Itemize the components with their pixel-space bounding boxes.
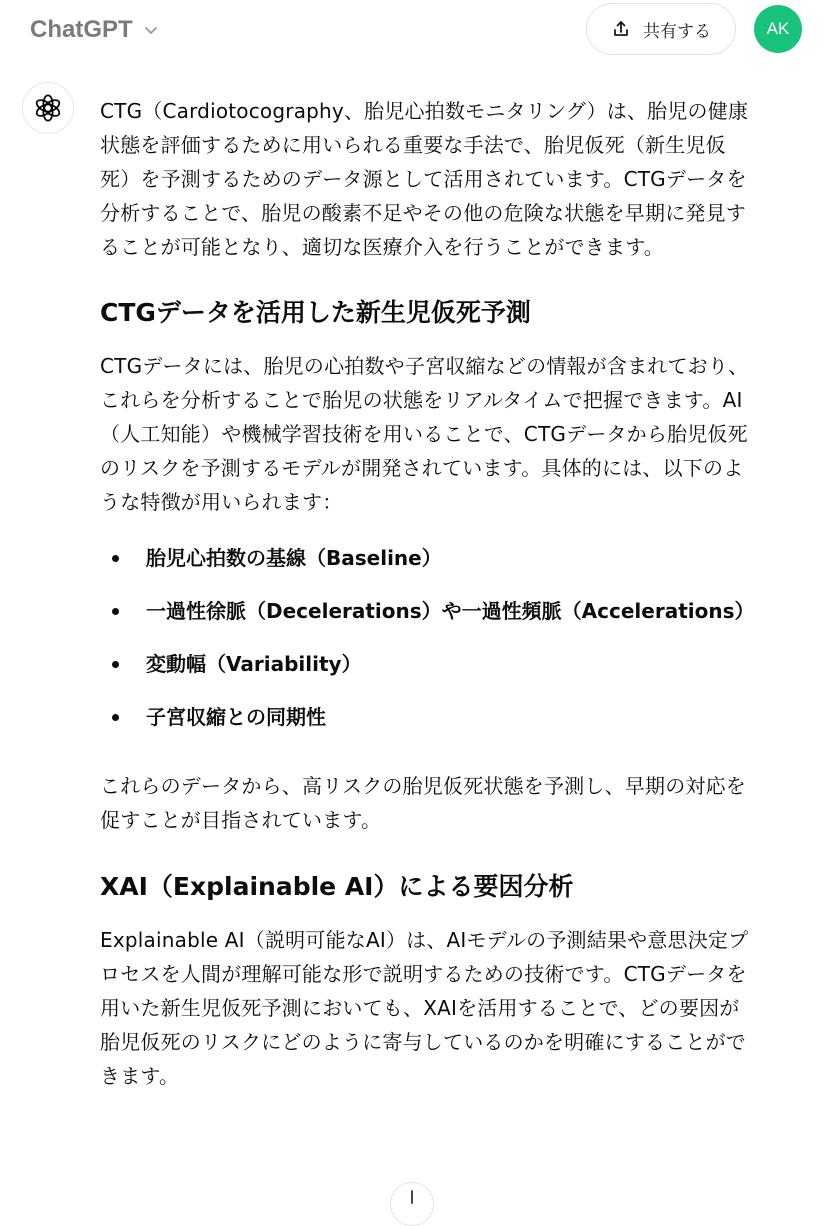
text-line: 分析することで、胎児の酸素不足やその他の危険な状態を早期に発見す <box>100 201 746 225</box>
text-line: うな特徴が用いられます： <box>100 490 343 514</box>
assistant-message <box>100 90 808 1093</box>
chevron-down-icon <box>143 22 159 38</box>
text-line: 促すことが目指されています。 <box>100 808 382 832</box>
model-switcher[interactable] <box>30 12 159 48</box>
bullet-dot <box>112 608 119 615</box>
openai-logo-icon <box>33 93 63 123</box>
list-item-text: 一過性徐脈（Decelerations）や一過性頻脈（Accelerations） <box>146 599 755 623</box>
share-upload-icon <box>611 19 631 39</box>
text-line: Explainable AI（説明可能なAI）は、AIモデルの予測結果や意思決定プ <box>100 928 749 952</box>
assistant-avatar <box>22 82 74 134</box>
arrow-down-icon <box>404 1189 420 1205</box>
bullet-dot <box>112 555 119 562</box>
paragraph <box>100 349 808 519</box>
text-line: CTG（Cardiotocography、胎児心拍数モニタリング）は、胎児の健康 <box>100 99 749 123</box>
share-label: 共有する <box>643 21 711 42</box>
text-line: のリスクを予測するモデルが開発されています。具体的には、以下のよ <box>100 456 744 480</box>
scroll-to-bottom-button[interactable] <box>390 1182 434 1226</box>
bullet-dot <box>112 661 119 668</box>
text-line: CTGデータには、胎児の心拍数や子宮収縮などの情報が含まれており、 <box>100 354 749 378</box>
text-line: 胎児仮死のリスクにどのように寄与しているのかを明確にすることがで <box>100 1030 746 1054</box>
section-heading: CTGデータを活用した新生児仮死予測 <box>100 298 531 327</box>
list-item-text: 胎児心拍数の基線（Baseline） <box>146 546 442 570</box>
text-line: 死）を予測するためのデータ源として活用されています。CTGデータを <box>100 167 747 191</box>
top-bar <box>0 0 830 64</box>
paragraph <box>100 769 808 837</box>
feature-list <box>100 541 808 734</box>
text-line: ることが可能となり、適切な医療介入を行うことができます。 <box>100 235 664 259</box>
model-name: ChatGPT <box>30 16 133 43</box>
intro-paragraph <box>100 94 808 264</box>
list-item-text: 子宮収縮との同期性 <box>146 705 326 729</box>
text-line: きます。 <box>100 1064 180 1088</box>
text-line: 用いた新生児仮死予測においても、XAIを活用することで、どの要因が <box>100 996 740 1020</box>
list-item-text: 変動幅（Variability） <box>146 652 362 676</box>
text-line: ロセスを人間が理解可能な形で説明するための技術です。CTGデータを <box>100 962 747 986</box>
text-line: これらのデータから、高リスクの胎児仮死状態を予測し、早期の対応を <box>100 774 746 798</box>
section-heading: XAI（Explainable AI）による要因分析 <box>100 872 574 901</box>
bullet-dot <box>112 714 119 721</box>
list-item <box>100 594 808 628</box>
user-avatar[interactable]: AK <box>754 5 802 53</box>
list-item <box>100 541 808 575</box>
text-line: これらを分析することで胎児の状態をリアルタイムで把握できます。AI <box>100 388 743 412</box>
list-item <box>100 700 808 734</box>
text-line: 状態を評価するために用いられる重要な手法で、胎児仮死（新生児仮 <box>100 133 726 157</box>
paragraph <box>100 923 808 1093</box>
text-line: （人工知能）や機械学習技術を用いることで、CTGデータから胎児仮死 <box>100 422 748 446</box>
share-button[interactable] <box>586 3 736 55</box>
list-item <box>100 647 808 681</box>
